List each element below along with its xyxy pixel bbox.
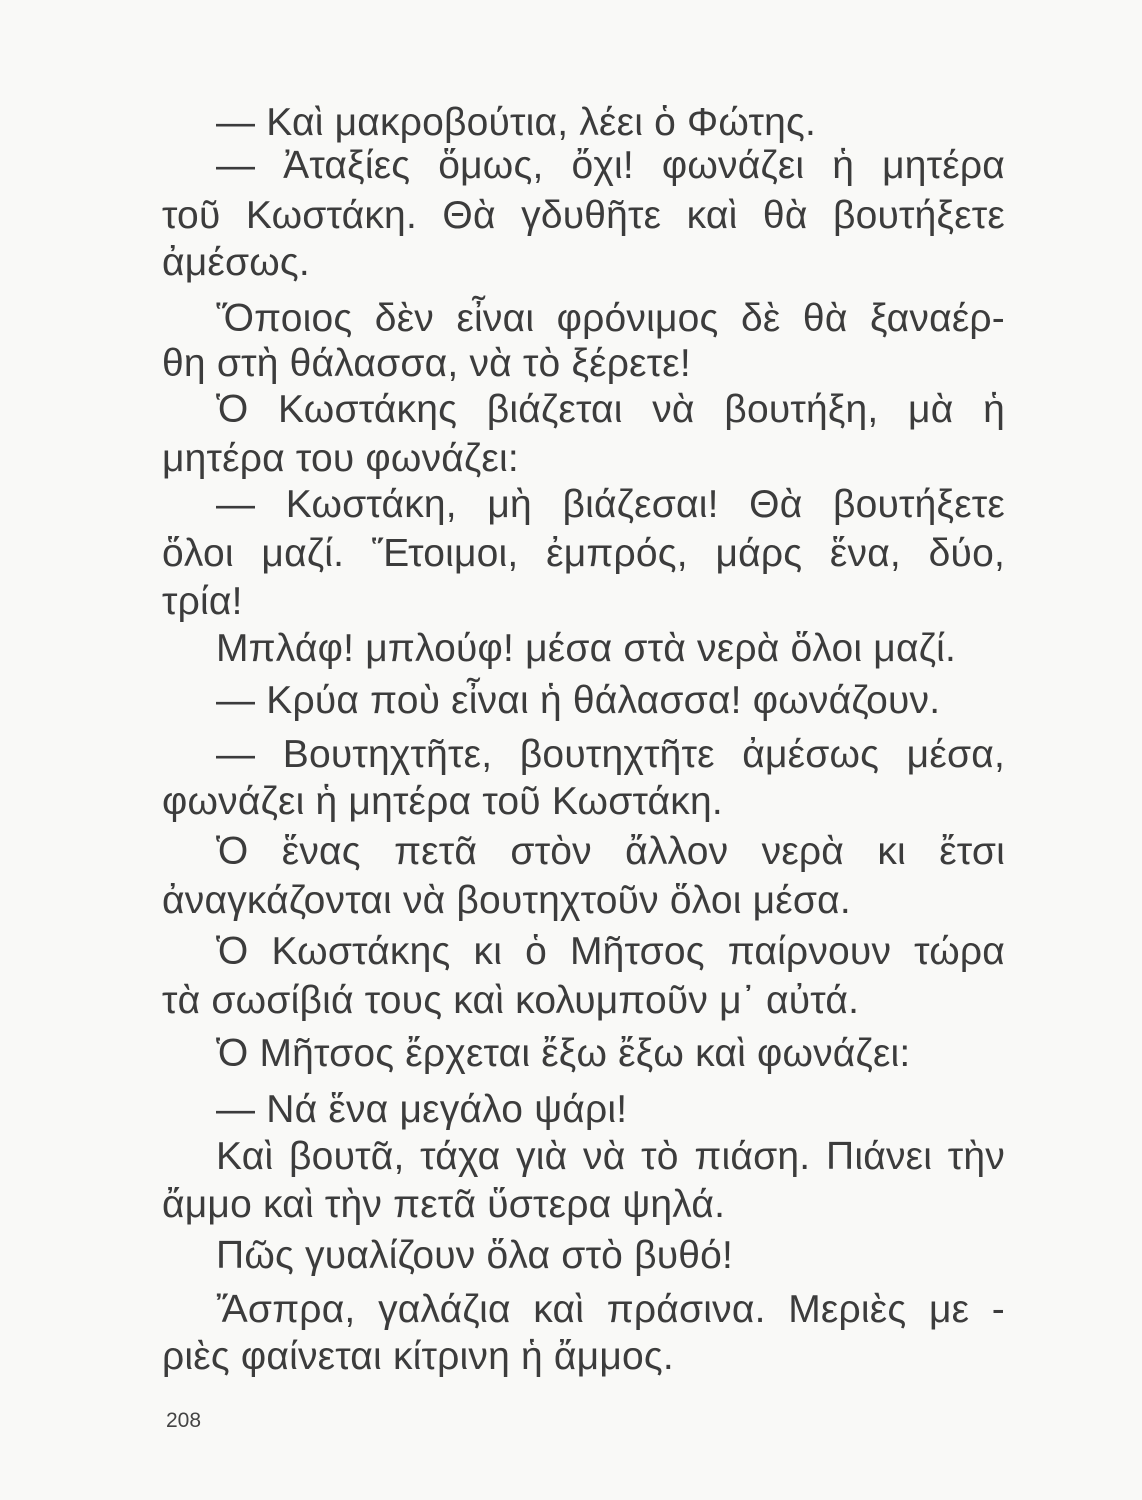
text-line: ριὲς φαίνεται κίτρινη ἡ ἄμμος. — [162, 1335, 674, 1378]
text-line: τὰ σωσίβιά τους καὶ κολυμποῦν μ᾿ αὐτά. — [162, 979, 860, 1022]
text-line: μητέρα του φωνάζει: — [162, 437, 519, 480]
text-line: Ἄσπρα, γαλάζια καὶ πράσινα. Μεριὲς με - — [216, 1288, 1005, 1331]
page-number: 208 — [166, 1409, 202, 1432]
text-line: — Κωστάκη, μὴ βιάζεσαι! Θὰ βουτήξετε — [216, 483, 1005, 526]
text-line: ἀμέσως. — [162, 241, 310, 284]
text-line: — Βουτηχτῆτε, βουτηχτῆτε ἀμέσως μέσα, — [216, 733, 1005, 776]
text-line: Ὁ ἕνας πετᾶ στὸν ἄλλον νερὰ κι ἔτσι — [216, 830, 1005, 873]
text-line: Πῶς γυαλίζουν ὅλα στὸ βυθό! — [216, 1234, 734, 1277]
text-line: Ὁ Μῆτσος ἔρχεται ἔξω ἔξω καὶ φωνάζει: — [216, 1032, 911, 1075]
text-line: ἄμμο καὶ τὴν πετᾶ ὕστερα ψηλά. — [162, 1183, 726, 1226]
text-line: Ὁ Κωστάκης κι ὁ Μῆτσος παίρνουν τώρα — [216, 930, 1005, 973]
text-line: Ὅποιος δὲν εἶναι φρόνιμος δὲ θὰ ξαναέρ- — [216, 297, 1005, 340]
text-line: ὅλοι μαζί. Ἕτοιμοι, ἐμπρός, μάρς ἕνα, δύο, — [162, 532, 1005, 575]
text-line: τρία! — [162, 580, 243, 623]
text-line: ἀναγκάζονται νὰ βουτηχτοῦν ὅλοι μέσα. — [162, 879, 851, 922]
text-line: — Κρύα ποὺ εἶναι ἡ θάλασσα! φωνάζουν. — [216, 679, 941, 722]
text-line: φωνάζει ἡ μητέρα τοῦ Κωστάκη. — [162, 780, 723, 823]
text-line: Ὁ Κωστάκης βιάζεται νὰ βουτήξη, μὰ ἡ — [216, 388, 1005, 431]
text-line: τοῦ Κωστάκη. Θὰ γδυθῆτε καὶ θὰ βουτήξετε — [162, 194, 1005, 237]
text-line: Μπλάφ! μπλούφ! μέσα στὰ νερὰ ὅλοι μαζί. — [216, 627, 957, 670]
text-line: Καὶ βουτᾶ, τάχα γιὰ νὰ τὸ πιάση. Πιάνει τὴν — [216, 1135, 1005, 1178]
text-line: — Καὶ μακροβούτια, λέει ὁ Φώτης. — [216, 101, 816, 144]
text-line: — Νά ἕνα μεγάλο ψάρι! — [216, 1088, 628, 1131]
text-line: — Ἀταξίες ὅμως, ὄχι! φωνάζει ἡ μητέρα — [216, 144, 1005, 187]
text-line: θη στὴ θάλασσα, νὰ τὸ ξέρετε! — [162, 342, 691, 385]
